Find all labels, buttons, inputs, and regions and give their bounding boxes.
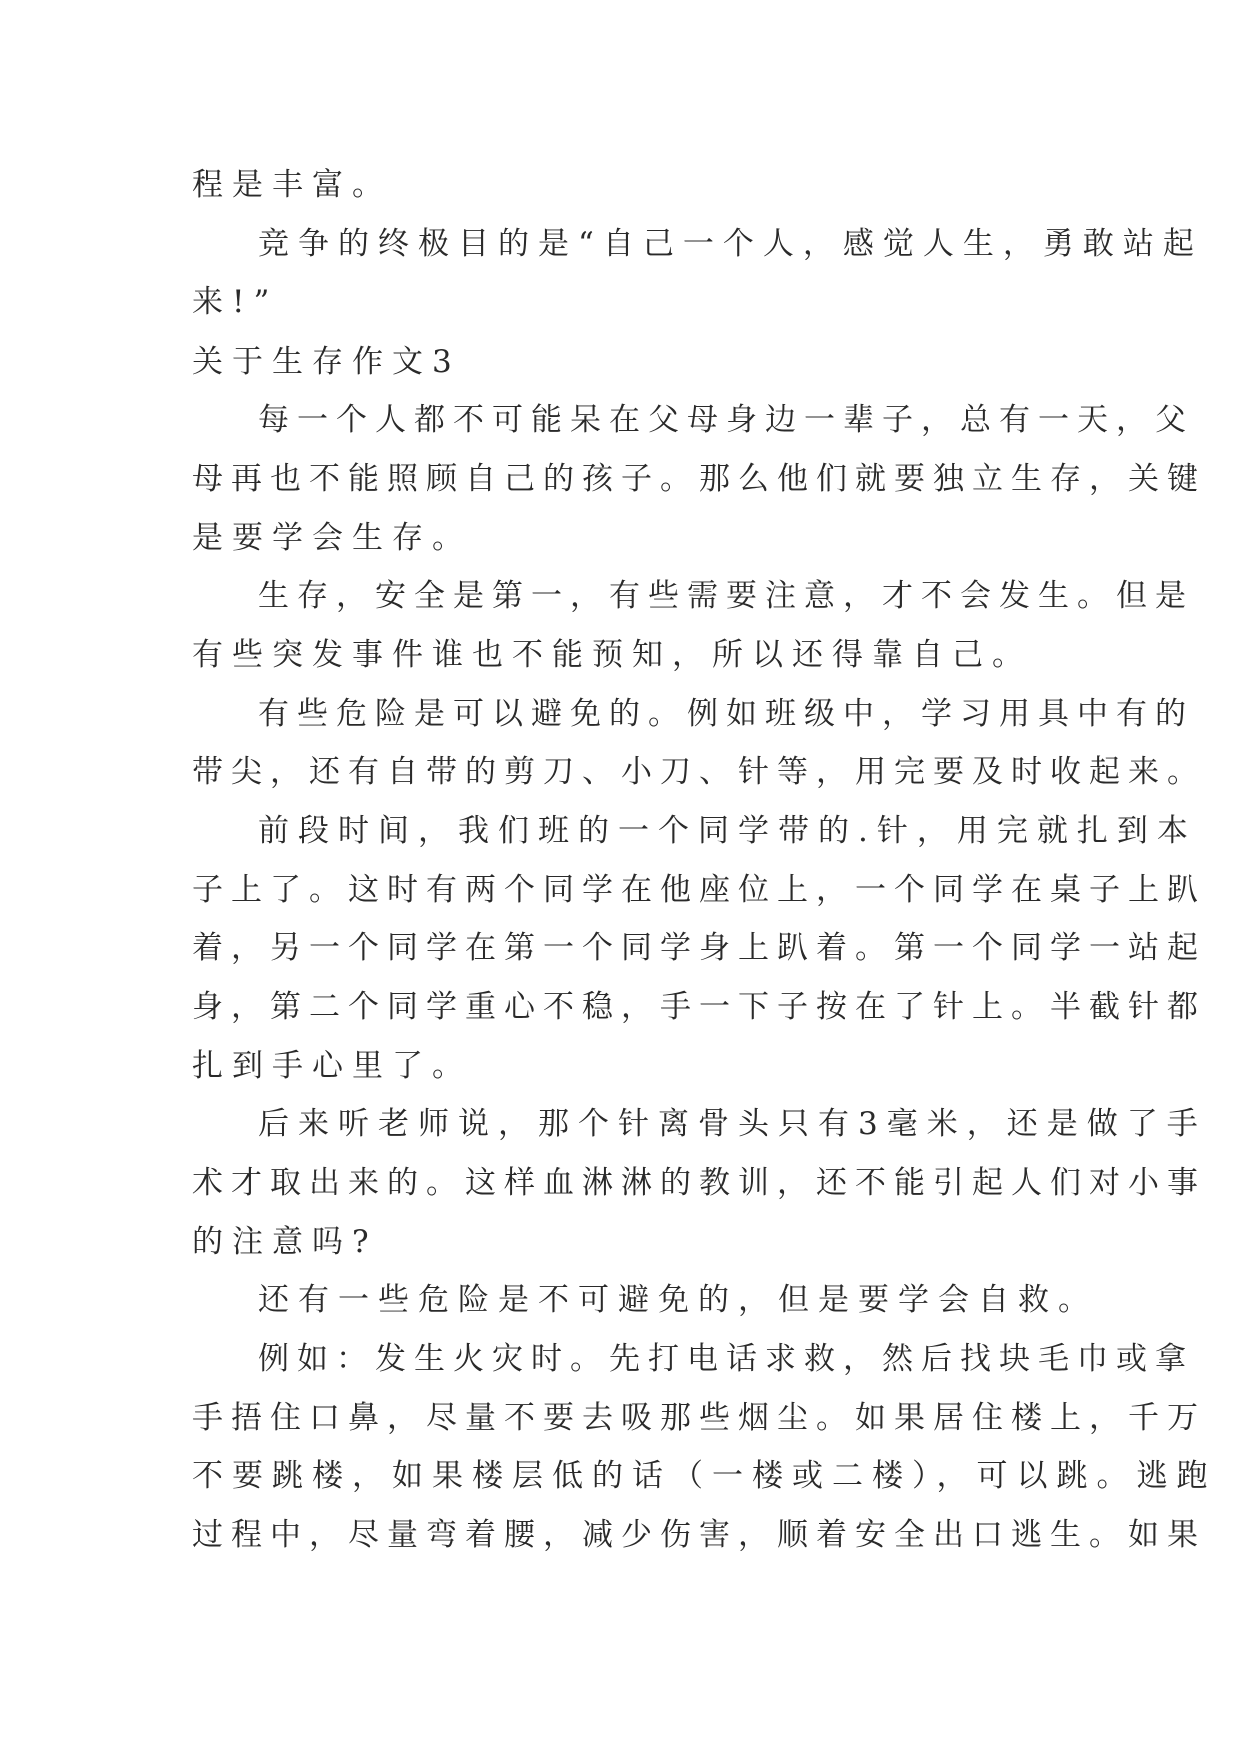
text-line: 有些突发事件谁也不能预知，所以还得靠自己。 bbox=[192, 637, 1032, 673]
document-page bbox=[192, 0, 1217, 1754]
text-line: 是要学会生存。 bbox=[192, 520, 472, 556]
text-line: 的注意吗? bbox=[192, 1224, 378, 1260]
text-line: 手捂住口鼻，尽量不要去吸那些烟尘。如果居住楼上，千万 bbox=[192, 1400, 1206, 1436]
paragraph-line: 有些危险是可以避免的。例如班级中，学习用具中有的 bbox=[258, 696, 1194, 732]
paragraph-line: 例如：发生火灾时。先打电话求救，然后找块毛巾或拿 bbox=[258, 1341, 1194, 1377]
text-line: 子上了。这时有两个同学在他座位上，一个同学在桌子上趴 bbox=[192, 872, 1206, 908]
paragraph-line: 每一个人都不可能呆在父母身边一辈子，总有一天，父 bbox=[258, 402, 1194, 438]
text-line: 来!” bbox=[192, 284, 279, 320]
paragraph-line: 竞争的终极目的是“自己一个人，感觉人生，勇敢站起 bbox=[258, 226, 1203, 262]
section-heading: 关于生存作文3 bbox=[192, 344, 461, 380]
text-line: 过程中，尽量弯着腰，减少伤害，顺着安全出口逃生。如果 bbox=[192, 1517, 1206, 1553]
text-line: 带尖，还有自带的剪刀、小刀、针等，用完要及时收起来。 bbox=[192, 754, 1206, 790]
paragraph-line: 前段时间，我们班的一个同学带的.针，用完就扎到本 bbox=[258, 813, 1197, 849]
text-line: 着，另一个同学在第一个同学身上趴着。第一个同学一站起 bbox=[192, 930, 1206, 966]
text-line: 不要跳楼，如果楼层低的话（一楼或二楼），可以跳。逃跑 bbox=[192, 1458, 1217, 1494]
paragraph-line: 后来听老师说，那个针离骨头只有3毫米，还是做了手 bbox=[258, 1106, 1207, 1142]
text-line: 母再也不能照顾自己的孩子。那么他们就要独立生存，关键 bbox=[192, 461, 1206, 497]
paragraph-line: 生存，安全是第一，有些需要注意，才不会发生。但是 bbox=[258, 578, 1194, 614]
text-line: 扎到手心里了。 bbox=[192, 1048, 472, 1084]
text-line: 程是丰富。 bbox=[192, 167, 392, 203]
text-line: 术才取出来的。这样血淋淋的教训，还不能引起人们对小事 bbox=[192, 1165, 1206, 1201]
text-line: 身，第二个同学重心不稳，手一下子按在了针上。半截针都 bbox=[192, 989, 1206, 1025]
paragraph-line: 还有一些危险是不可避免的，但是要学会自救。 bbox=[258, 1282, 1098, 1318]
